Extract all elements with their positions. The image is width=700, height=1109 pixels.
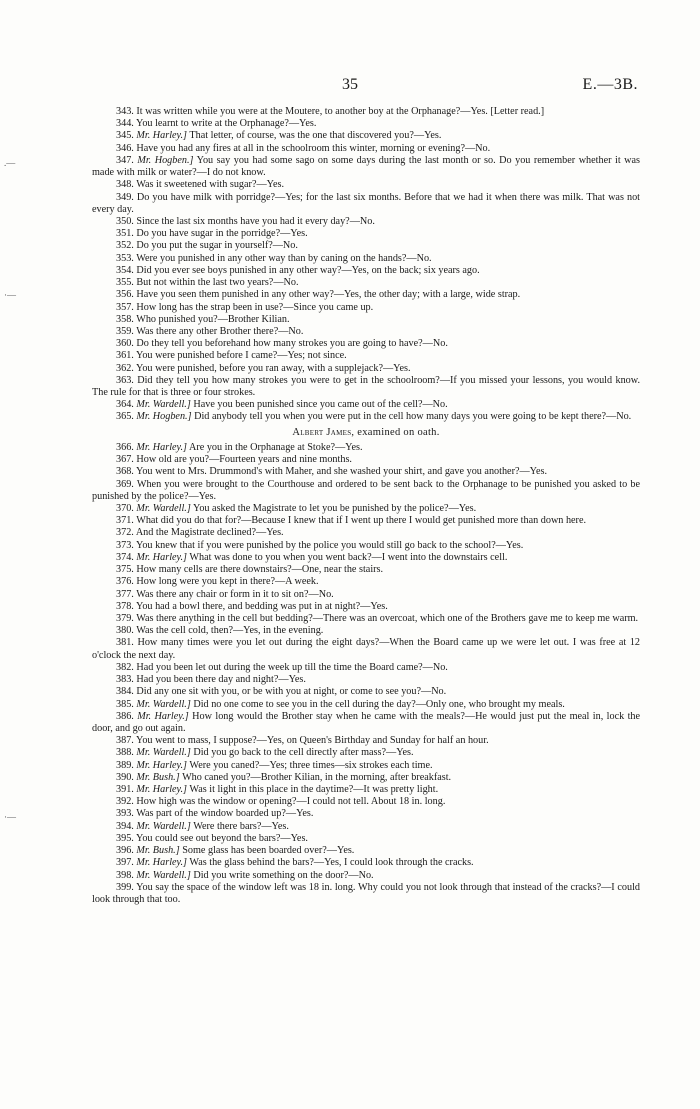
question-number: 350. — [116, 215, 134, 227]
question-number: 363. — [116, 374, 134, 386]
question-text: And the Magistrate declined?—Yes. — [135, 527, 284, 539]
testimony-paragraph — [92, 772, 640, 784]
testimony-paragraph — [92, 857, 640, 869]
question-text: Was there anything in the cell but bedding?—There was an overcoat, which one of the Brothers gave me to keep me warm. — [136, 612, 639, 624]
question-number: 392. — [116, 796, 134, 808]
testimony-paragraph — [92, 350, 640, 362]
testimony-paragraph — [92, 552, 640, 564]
question-number: 381. — [116, 637, 134, 649]
testimony-paragraph — [92, 637, 640, 661]
question-number: 354. — [116, 264, 134, 276]
testimony-paragraph — [92, 326, 640, 338]
question-number: 370. — [116, 503, 134, 514]
question-text: Did anybody tell you when you were put in the cell how many days you were going to be kept there?—No. — [194, 411, 632, 423]
question-text: Have you seen them punished in any other way?—Yes, the other day; with a large, wide strap. — [136, 289, 521, 301]
witness-heading — [92, 427, 640, 439]
testimony-section-2 — [92, 442, 640, 906]
question-text: Were you caned?—Yes; three times—six strokes each time. — [189, 759, 433, 771]
testimony-paragraph — [92, 399, 640, 411]
question-text: What was done to you when you went back?—I went into the downstairs cell. — [189, 551, 508, 563]
testimony-paragraph — [92, 870, 640, 882]
question-number: 368. — [116, 466, 134, 478]
question-text: How many times were you let out during the eight days?—When the Board came up we were let out. I was free at 12 o'clock the next day. — [92, 637, 641, 661]
testimony-paragraph — [92, 118, 640, 130]
testimony-paragraph — [92, 540, 640, 552]
question-text: You knew that if you were punished by the police you would still go back to the school?—Yes. — [136, 539, 524, 551]
question-text: That letter, of course, was the one that discovered you?—Yes. — [189, 130, 442, 142]
testimony-paragraph — [92, 686, 640, 698]
testimony-paragraph — [92, 454, 640, 466]
question-text: How many cells are there downstairs?—One, near the stairs. — [136, 564, 384, 576]
speaker: Mr. Wardell.] — [136, 820, 191, 832]
testimony-paragraph — [92, 735, 640, 747]
question-number: 394. — [116, 820, 134, 832]
question-number: 376. — [116, 576, 134, 588]
question-number: 357. — [116, 301, 134, 313]
question-text: How long were you kept in there?—A week. — [136, 576, 319, 588]
question-number: 373. — [116, 539, 134, 551]
question-number: 352. — [116, 240, 134, 252]
witness-heading-rest: examined on oath. — [354, 426, 440, 438]
testimony-paragraph — [92, 179, 640, 191]
speaker: Mr. Hogben.] — [136, 411, 192, 423]
question-text: You went to Mrs. Drummond's with Maher, and she washed your shirt, and gave you another?—Yes. — [136, 466, 548, 478]
question-text: Did they tell you how many strokes you were to get in the schoolroom?—If you missed your lessons, you would know. The rule for that is three or four strokes. — [92, 374, 640, 399]
speaker: Mr. Bush.] — [136, 845, 180, 857]
testimony-paragraph — [92, 240, 640, 252]
question-number: 371. — [116, 515, 134, 527]
speaker: Mr. Wardell.] — [136, 869, 191, 881]
testimony-paragraph — [92, 821, 640, 833]
testimony-paragraph — [92, 289, 640, 301]
testimony-paragraph — [92, 882, 640, 906]
testimony-paragraph — [92, 527, 640, 539]
testimony-paragraph — [92, 833, 640, 845]
question-text: But not within the last two years?—No. — [136, 277, 299, 289]
question-number: 351. — [116, 228, 134, 240]
question-text: Some glass has been boarded over?—Yes. — [182, 845, 355, 857]
testimony-paragraph — [92, 845, 640, 857]
question-number: 355. — [116, 277, 134, 289]
question-number: 358. — [116, 313, 134, 325]
question-text: Was it light in this place in the daytime?—It was pretty light. — [189, 784, 439, 796]
testimony-paragraph — [92, 747, 640, 759]
testimony-paragraph — [92, 466, 640, 478]
question-text: You went to mass, I suppose?—Yes, on Queen's Birthday and Sunday for half an hour. — [136, 735, 489, 747]
question-text: Did you go back to the cell directly after mass?—Yes. — [193, 747, 414, 759]
question-number: 353. — [116, 252, 134, 264]
question-text: You say the space of the window left was 18 in. long. Why could you not look through that instead of the cracks?—I could look through that too. — [92, 881, 640, 905]
question-text: Did you write something on the door?—No. — [193, 869, 374, 881]
question-text: Have you had any fires at all in the schoolroom this winter, morning or evening?—No. — [136, 142, 491, 154]
question-text: Who caned you?—Brother Kilian, in the morning, after breakfast. — [182, 771, 452, 783]
question-text: What did you do that for?—Because I knew that if I went up there I would get punished more than down here. — [136, 515, 587, 527]
question-text: Do you have milk with porridge?—Yes; for the last six months. Before that we had it when there was milk. That was not every day. — [92, 191, 641, 215]
question-text: How high was the window or opening?—I could not tell. About 18 in. long. — [136, 796, 446, 808]
question-number: 356. — [116, 289, 134, 301]
speaker: Mr. Harley.] — [136, 130, 188, 142]
document-reference: E.—3B. — [582, 76, 638, 93]
question-text: How long would the Brother stay when he came with the meals?—He would just put the meal in, lock the door, and go out again. — [92, 710, 641, 734]
margin-mark: ·— — [4, 812, 16, 822]
testimony-paragraph — [92, 796, 640, 808]
question-number: 374. — [116, 551, 134, 563]
question-number: 372. — [116, 527, 134, 539]
margin-mark: ·— — [4, 290, 16, 300]
question-text: Did any one sit with you, or be with you at night, or come to see you?—No. — [136, 686, 447, 698]
question-text: You were punished, before you ran away, with a supplejack?—Yes. — [136, 362, 411, 374]
question-number: 345. — [116, 130, 134, 142]
speaker: Mr. Harley.] — [136, 857, 188, 869]
question-text: How old are you?—Fourteen years and nine months. — [136, 454, 352, 466]
question-text: Was the cell cold, then?—Yes, in the evening. — [136, 625, 324, 637]
question-text: Was there any chair or form in it to sit on?—No. — [136, 588, 334, 600]
testimony-paragraph — [92, 442, 640, 454]
testimony-paragraph — [92, 503, 640, 515]
question-number: 384. — [116, 686, 134, 698]
question-number: 397. — [116, 857, 134, 869]
question-text: Do they tell you beforehand how many strokes you are going to have?—No. — [136, 338, 448, 350]
testimony-paragraph — [92, 228, 640, 240]
question-text: Are you in the Orphanage at Stoke?—Yes. — [189, 441, 363, 453]
speaker: Mr. Harley.] — [136, 784, 188, 796]
question-text: You say you had some sago on some days during the last month or so. Do you remember whether it was made with milk or water?—I do not know. — [92, 154, 641, 179]
question-text: When you were brought to the Courthouse and ordered to be sent back to the Orphanage to be punished you asked to be punished by the police?—Yes. — [92, 478, 640, 502]
question-text: It was written while you were at the Moutere, to another boy at the Orphanage?—Yes. [Letter read.] — [136, 106, 545, 117]
testimony-paragraph — [92, 613, 640, 625]
question-text: You were punished before I came?—Yes; not since. — [136, 350, 347, 362]
question-text: Who punished you?—Brother Kilian. — [136, 313, 290, 325]
question-number: 364. — [116, 399, 134, 411]
question-number: 383. — [116, 674, 134, 686]
question-number: 390. — [116, 771, 134, 783]
margin-mark: .— — [4, 158, 16, 168]
question-text: You could see out beyond the bars?—Yes. — [136, 832, 308, 844]
testimony-paragraph — [92, 711, 640, 735]
testimony-paragraph — [92, 375, 640, 399]
testimony-paragraph — [92, 216, 640, 228]
question-text: Were you punished in any other way than by caning on the hands?—No. — [136, 252, 432, 264]
question-text: You asked the Magistrate to let you be punished by the police?—Yes. — [192, 503, 477, 514]
question-text: You had a bowl there, and bedding was put in at night?—Yes. — [136, 600, 388, 612]
speaker: Mr. Wardell.] — [136, 399, 191, 411]
testimony-paragraph — [92, 760, 640, 772]
question-number: 380. — [116, 625, 134, 637]
question-number: 343. — [116, 106, 134, 117]
question-number: 347. — [116, 154, 134, 166]
question-text: Was part of the window boarded up?—Yes. — [136, 808, 314, 820]
question-text: Was there any other Brother there?—No. — [136, 325, 304, 337]
question-number: 399. — [116, 881, 134, 893]
testimony-section-1 — [92, 106, 640, 424]
testimony-paragraph — [92, 106, 640, 118]
testimony-paragraph — [92, 155, 640, 179]
question-text: How long has the strap been in use?—Since you came up. — [136, 301, 374, 313]
question-number: 398. — [116, 869, 134, 881]
question-text: Do you have sugar in the porridge?—Yes. — [136, 228, 308, 240]
testimony-paragraph — [92, 589, 640, 601]
testimony-paragraph — [92, 265, 640, 277]
speaker: Mr. Wardell.] — [136, 503, 191, 514]
testimony-paragraph — [92, 784, 640, 796]
question-text: Was it sweetened with sugar?—Yes. — [136, 179, 285, 191]
testimony-paragraph — [92, 277, 640, 289]
speaker: Mr. Wardell.] — [136, 698, 191, 710]
testimony-body — [92, 106, 640, 906]
question-number: 388. — [116, 747, 134, 759]
question-number: 396. — [116, 845, 134, 857]
question-number: 395. — [116, 832, 134, 844]
question-number: 360. — [116, 338, 134, 350]
speaker: Mr. Harley.] — [136, 759, 188, 771]
testimony-paragraph — [92, 808, 640, 820]
question-number: 362. — [116, 362, 134, 374]
question-number: 377. — [116, 588, 134, 600]
testimony-paragraph — [92, 625, 640, 637]
question-text: Was the glass behind the bars?—Yes, I could look through the cracks. — [189, 857, 474, 869]
question-text: Have you been punished since you came out of the cell?—No. — [193, 399, 448, 411]
question-number: 391. — [116, 784, 134, 796]
question-text: You learnt to write at the Orphanage?—Yes. — [136, 118, 317, 130]
testimony-paragraph — [92, 601, 640, 613]
question-number: 389. — [116, 759, 134, 771]
question-number: 348. — [116, 179, 134, 191]
question-number: 366. — [116, 441, 134, 453]
witness-name: Albert James, — [292, 426, 355, 438]
question-number: 375. — [116, 564, 134, 576]
testimony-paragraph — [92, 674, 640, 686]
question-number: 386. — [116, 710, 134, 722]
question-text: Since the last six months have you had it every day?—No. — [136, 215, 375, 227]
testimony-paragraph — [92, 699, 640, 711]
testimony-paragraph — [92, 479, 640, 503]
question-number: 346. — [116, 142, 134, 154]
question-text: Had you been there day and night?—Yes. — [136, 674, 306, 686]
question-number: 359. — [116, 325, 134, 337]
page-number: 35 — [342, 76, 358, 93]
testimony-paragraph — [92, 363, 640, 375]
question-text: Do you put the sugar in yourself?—No. — [136, 240, 298, 252]
question-text: Did no one come to see you in the cell during the day?—Only one, who brought my meals. — [193, 698, 565, 710]
testimony-paragraph — [92, 314, 640, 326]
question-number: 349. — [116, 191, 134, 203]
testimony-paragraph — [92, 302, 640, 314]
testimony-paragraph — [92, 564, 640, 576]
testimony-paragraph — [92, 338, 640, 350]
speaker: Mr. Harley.] — [136, 441, 188, 453]
question-number: 365. — [116, 411, 134, 423]
testimony-paragraph — [92, 411, 640, 423]
testimony-paragraph — [92, 576, 640, 588]
question-number: 367. — [116, 454, 134, 466]
speaker: Mr. Wardell.] — [136, 747, 191, 759]
testimony-paragraph — [92, 253, 640, 265]
question-number: 369. — [116, 478, 134, 490]
testimony-paragraph — [92, 662, 640, 674]
question-text: Had you been let out during the week up till the time the Board came?—No. — [136, 661, 448, 673]
testimony-paragraph — [92, 515, 640, 527]
testimony-paragraph — [92, 192, 640, 216]
speaker: Mr. Hogben.] — [137, 154, 194, 166]
question-number: 344. — [116, 118, 134, 130]
question-number: 393. — [116, 808, 134, 820]
question-number: 387. — [116, 735, 134, 747]
speaker: Mr. Harley.] — [136, 551, 188, 563]
question-text: Did you ever see boys punished in any other way?—Yes, on the back; six years ago. — [136, 264, 480, 276]
question-number: 361. — [116, 350, 134, 362]
speaker: Mr. Harley.] — [137, 710, 189, 722]
question-number: 379. — [116, 612, 134, 624]
question-number: 378. — [116, 600, 134, 612]
testimony-paragraph — [92, 143, 640, 155]
question-text: Were there bars?—Yes. — [193, 820, 289, 832]
speaker: Mr. Bush.] — [136, 771, 180, 783]
question-number: 385. — [116, 698, 134, 710]
question-number: 382. — [116, 661, 134, 673]
testimony-paragraph — [92, 130, 640, 142]
